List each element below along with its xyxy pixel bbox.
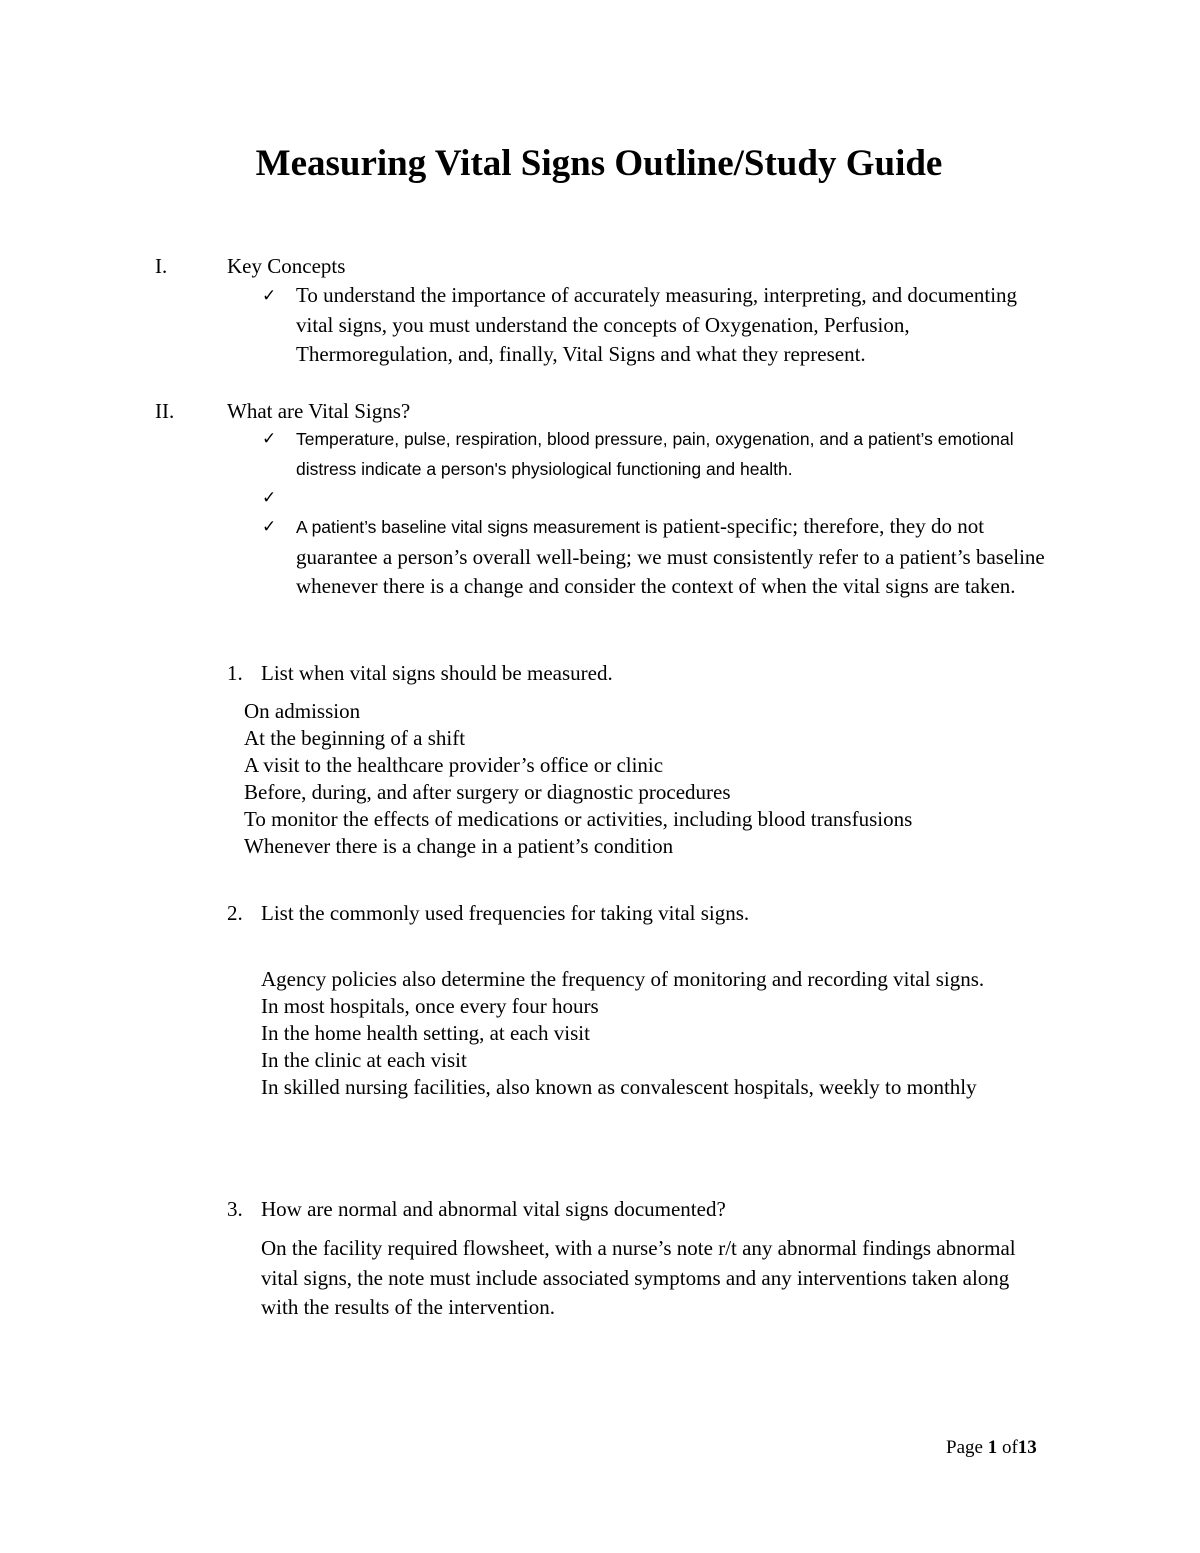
list-item: In the home health setting, at each visit — [261, 1021, 590, 1045]
checkmark-icon: ✓ — [262, 429, 277, 449]
question-1-number: 1. — [227, 661, 243, 685]
page-title: Measuring Vital Signs Outline/Study Guide — [255, 143, 943, 184]
checkmark-icon: ✓ — [262, 517, 277, 537]
list-item: In skilled nursing facilities, also known as convalescent hospitals, weekly to monthly — [261, 1075, 977, 1099]
question-2-number: 2. — [227, 901, 243, 925]
total-pages: 13 — [1017, 1437, 1037, 1458]
section-2-bullet-3 — [296, 512, 1056, 602]
section-1-numeral: I. — [155, 254, 168, 278]
page-footer — [946, 1435, 1037, 1461]
checkmark-icon: ✓ — [262, 286, 277, 306]
page-label: Page — [946, 1437, 983, 1458]
list-item: In most hospitals, once every four hours — [261, 994, 599, 1018]
of-label: of — [1001, 1437, 1018, 1458]
section-2-bullet-3-lead: A patient’s baseline vital signs measurement is — [296, 517, 658, 537]
section-2-bullet-3-rest: patient-specific; therefore, they do not guarantee a person’s overall well-being; we must consistently refer to a patient’s baseline whenever there is a change and consider the context of when the vital signs are taken. — [296, 514, 1045, 598]
list-item: At the beginning of a shift — [244, 726, 466, 750]
question-1-answers — [244, 698, 912, 860]
section-1-heading: Key Concepts — [227, 254, 346, 278]
question-3-answer: On the facility required flowsheet, with a nurse’s note r/t any abnormal findings abnormal vital signs, the note must include associated symptoms and any interventions taken along with the results of the intervention. — [261, 1236, 1016, 1319]
list-item: Whenever there is a change in a patient’s condition — [244, 834, 674, 858]
list-item: On admission — [244, 699, 361, 723]
question-3-number: 3. — [227, 1197, 243, 1221]
page-number: 1 — [987, 1437, 998, 1458]
section-1-bullet-1: To understand the importance of accurately measuring, interpreting, and documenting vital signs, you must understand the concepts of Oxygenation, Perfusion, Thermoregulation, and, finally, Vital Signs and what they represent. — [296, 283, 1018, 366]
checkmark-icon: ✓ — [262, 488, 277, 508]
list-item: Before, during, and after surgery or diagnostic procedures — [244, 780, 731, 804]
question-2-answers — [261, 966, 1031, 1101]
list-item: In the clinic at each visit — [261, 1048, 467, 1072]
list-item: A visit to the healthcare provider’s office or clinic — [244, 753, 664, 777]
section-2-heading: What are Vital Signs? — [227, 399, 411, 423]
question-1-text: List when vital signs should be measured. — [261, 661, 613, 685]
list-item: To monitor the effects of medications or activities, including blood transfusions — [244, 807, 913, 831]
list-item: Agency policies also determine the frequency of monitoring and recording vital signs. — [261, 967, 985, 991]
question-2-text: List the commonly used frequencies for taking vital signs. — [261, 901, 750, 925]
question-3-text: How are normal and abnormal vital signs documented? — [261, 1197, 726, 1221]
section-2-numeral: II. — [155, 399, 175, 423]
section-2-bullet-1: Temperature, pulse, respiration, blood pressure, pain, oxygenation, and a patient’s emotional distress indicate a person's physiological functioning and health. — [296, 429, 1014, 479]
